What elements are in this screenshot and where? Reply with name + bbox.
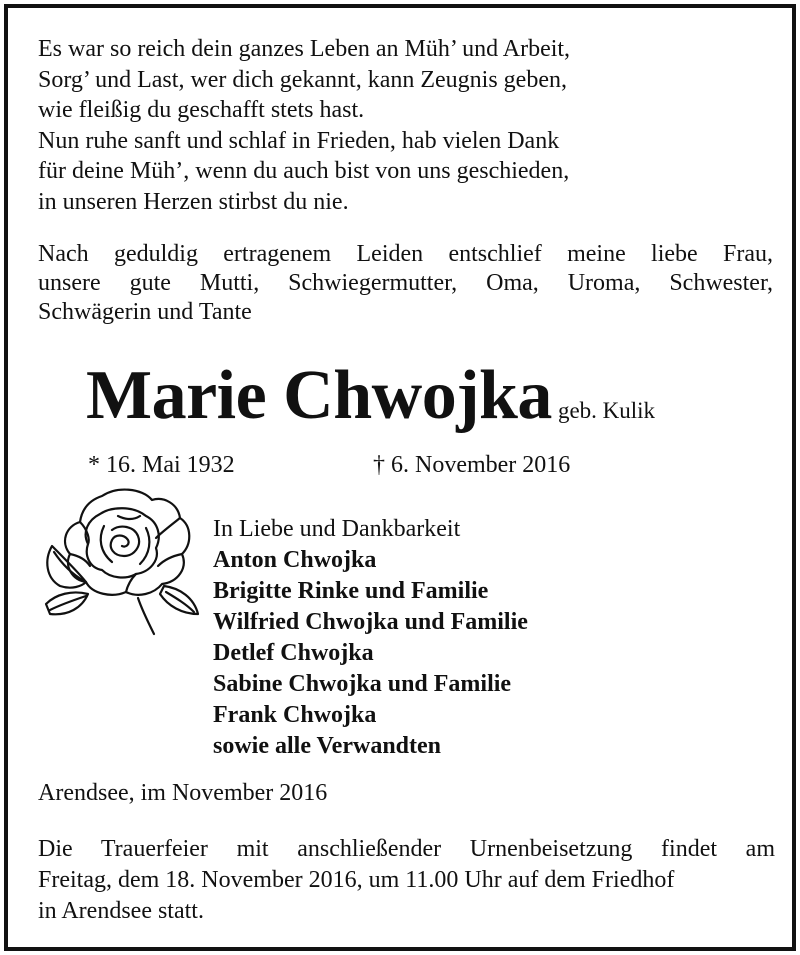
mourner-name: Wilfried Chwojka und Familie (213, 609, 528, 635)
poem-line: in unseren Herzen stirbst du nie. (38, 188, 349, 215)
maiden-name: geb. Kulik (557, 398, 656, 423)
place-date: Arendsee, im November 2016 (38, 780, 328, 806)
poem (38, 34, 778, 218)
intro-line: Nach geduldig ertragenem Leiden entschlief meine liebe Frau, (38, 241, 773, 267)
funeral-line: in Arendsee statt. (38, 898, 204, 924)
deceased-name-line (86, 356, 655, 436)
poem-line: Nun ruhe sanft und schlaf in Frieden, hab vielen Dank (38, 127, 560, 154)
birth-date: * 16. Mai 1932 (88, 452, 235, 478)
intro-line: Schwägerin und Tante (38, 299, 252, 325)
mourners-list (213, 514, 528, 762)
mourner-name: Detlef Chwojka (213, 640, 374, 666)
rose-icon (42, 486, 202, 636)
obituary-frame (4, 4, 796, 951)
mourner-name: Sabine Chwojka und Familie (213, 671, 512, 697)
death-date: † 6. November 2016 (373, 452, 571, 478)
mourners-heading: In Liebe und Dankbarkeit (213, 516, 461, 542)
mourner-name: sowie alle Verwandten (213, 733, 441, 759)
mourner-name: Anton Chwojka (213, 547, 377, 573)
mourner-name: Brigitte Rinke und Familie (213, 578, 489, 604)
intro-line: unsere gute Mutti, Schwiegermutter, Oma, Uroma, Schwester, (38, 270, 773, 296)
intro-text (38, 240, 773, 327)
funeral-notice (38, 834, 775, 927)
funeral-line: Freitag, dem 18. November 2016, um 11.00 Uhr auf dem Friedhof (38, 867, 675, 893)
mourner-name: Frank Chwojka (213, 702, 377, 728)
poem-line: Sorg’ und Last, wer dich gekannt, kann Zeugnis geben, (38, 66, 567, 93)
poem-line: wie fleißig du geschafft stets hast. (38, 97, 365, 124)
deceased-name: Marie Chwojka (86, 357, 552, 434)
poem-line: Es war so reich dein ganzes Leben an Müh’ und Arbeit, (38, 36, 571, 62)
funeral-line: Die Trauerfeier mit anschließender Urnenbeisetzung findet am (38, 836, 775, 862)
poem-line: für deine Müh’, wenn du auch bist von uns geschieden, (38, 158, 570, 185)
